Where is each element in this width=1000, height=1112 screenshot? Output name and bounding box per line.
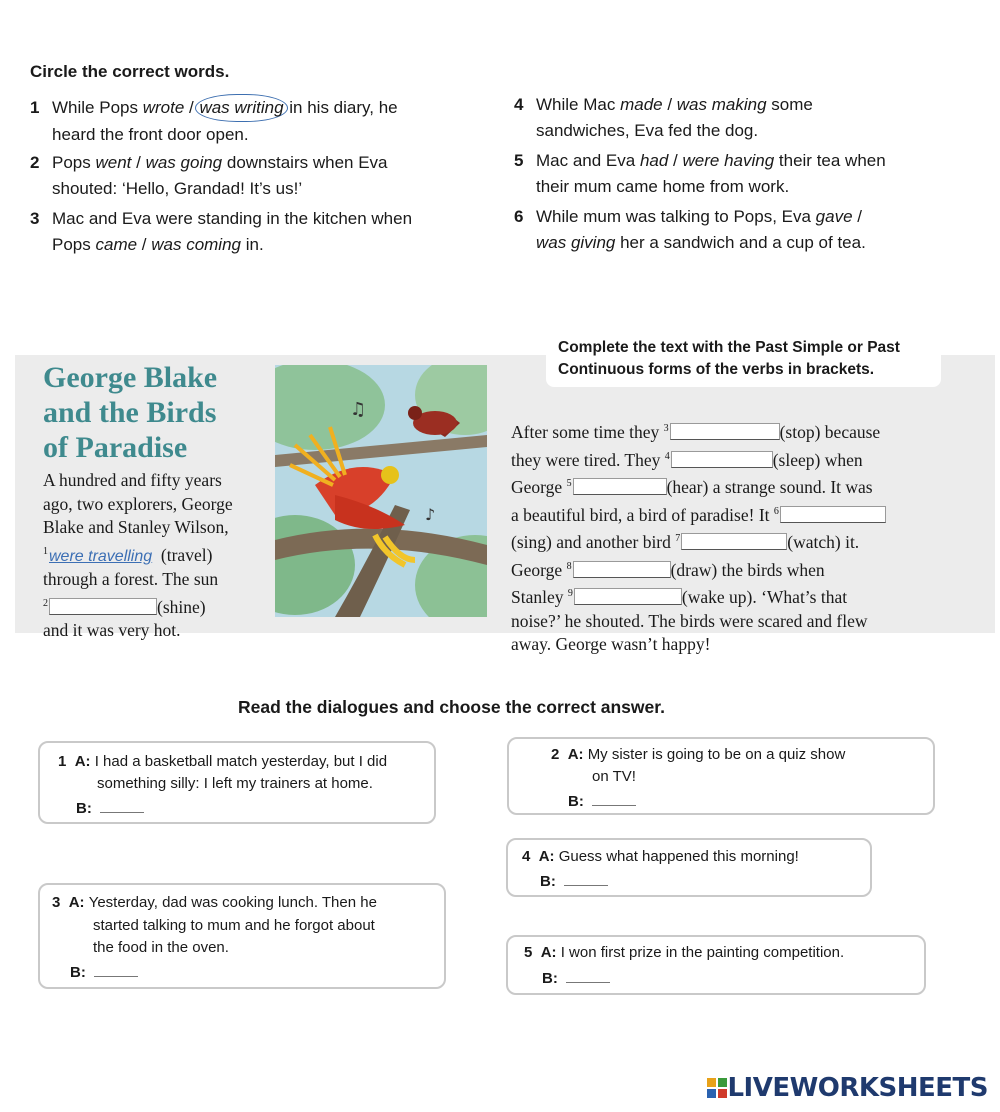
ex1-item-5: 5 Mac and Eva had / were having their tea when their mum came home from work.	[514, 148, 994, 200]
option-b[interactable]: was going	[145, 153, 223, 172]
answer-7-input[interactable]	[681, 533, 787, 550]
option-b[interactable]: was coming	[151, 235, 241, 254]
story-left-column: A hundred and fifty years ago, two explorers, George Blake and Stanley Wilson, $^1$were travelling (travel) through a forest. The sun $^2$ (shine) and it was very hot.	[43, 470, 233, 640]
answer-4-input[interactable]	[671, 451, 773, 468]
exercise3-heading: Read the dialogues and choose the correct answer.	[238, 697, 665, 717]
dialogue-5-answer[interactable]	[566, 982, 610, 983]
svg-text:♪: ♪	[425, 505, 436, 524]
liveworksheets-logo-icon	[707, 1078, 727, 1098]
option-b[interactable]: was giving	[536, 233, 616, 252]
dialogue-5: 5 A: I won first prize in the painting competition. B:	[506, 935, 926, 995]
option-a[interactable]: had	[639, 151, 669, 170]
dialogue-3: 3 A: Yesterday, dad was cooking lunch. Then he started talking to mum and he forgot about the food in the oven. B:	[38, 883, 446, 989]
dialogue-1-answer[interactable]	[100, 812, 144, 813]
item-number: 4	[514, 95, 524, 114]
answer-9-input[interactable]	[574, 588, 682, 605]
option-a[interactable]: gave	[815, 207, 853, 226]
liveworksheets-logo: LIVEWORKSHEETS	[707, 1073, 988, 1103]
answer-5-input[interactable]	[573, 478, 667, 495]
dialogue-4-answer[interactable]	[564, 885, 608, 886]
ex1-item-4: 4 While Mac made / was making some sandwiches, Eva fed the dog.	[514, 92, 994, 144]
answer-6-input[interactable]	[780, 506, 886, 523]
option-a[interactable]: made	[620, 95, 663, 114]
story-title: George Blake and the Birds of Paradise	[43, 361, 218, 464]
option-a[interactable]: came	[95, 235, 138, 254]
ex1-item-1: 1 While Pops wrote / was writing in his diary, he heard the front door open.	[30, 94, 500, 148]
answer-1-filled[interactable]: were travelling	[49, 547, 153, 565]
story-right-column: After some time they $^3$ (stop) because they were tired. They $^4$ (sleep) when George $^5$ (hear) a strange sound. It was a beautiful bird, a bird of paradise! It $^6$ (sing) and another bird $^7$ (watch) it. George $^8$ (draw) the birds when Stanley $^9$ (wake up). ‘What’s that noise?’ he shouted. The birds were scared and flew away. George wasn’t happy!	[511, 417, 981, 657]
dialogue-1: 1 A: I had a basketball match yesterday, but I did something silly: I left my trainers at home. B:	[38, 741, 436, 824]
dialogue-2-answer[interactable]	[592, 805, 636, 806]
item-number: 6	[514, 207, 524, 226]
option-b[interactable]: were having	[682, 151, 775, 170]
exercise1-heading: Circle the correct words.	[30, 62, 230, 81]
ex1-item-3: 3 Mac and Eva were standing in the kitchen when Pops came / was coming in.	[30, 206, 500, 258]
item-number: 3	[30, 209, 40, 228]
dialogue-2: 2 A: My sister is going to be on a quiz show on TV! B:	[507, 737, 935, 815]
answer-3-input[interactable]	[670, 423, 780, 440]
item-number: 1	[30, 98, 40, 117]
option-a[interactable]: wrote	[142, 98, 185, 117]
ex1-item-2: 2 Pops went / was going downstairs when Eva shouted: ‘Hello, Grandad! It’s us!’	[30, 150, 500, 202]
answer-8-input[interactable]	[573, 561, 671, 578]
option-b-circled[interactable]: was writing	[195, 94, 287, 122]
exercise2-instruction: Complete the text with the Past Simple or Past Continuous forms of the verbs in brackets.	[546, 337, 941, 387]
dialogue-4: 4 A: Guess what happened this morning! B:	[506, 838, 872, 897]
item-number: 5	[514, 151, 524, 170]
option-a[interactable]: went	[95, 153, 132, 172]
option-b[interactable]: was making	[676, 95, 767, 114]
svg-text:♫: ♫	[350, 399, 367, 420]
ex1-item-6: 6 While mum was talking to Pops, Eva gave / was giving her a sandwich and a cup of tea.	[514, 204, 994, 256]
dialogue-3-answer[interactable]	[94, 976, 138, 977]
bird-of-paradise-illustration	[275, 365, 487, 617]
answer-2-input[interactable]	[49, 598, 157, 615]
item-number: 2	[30, 153, 40, 172]
